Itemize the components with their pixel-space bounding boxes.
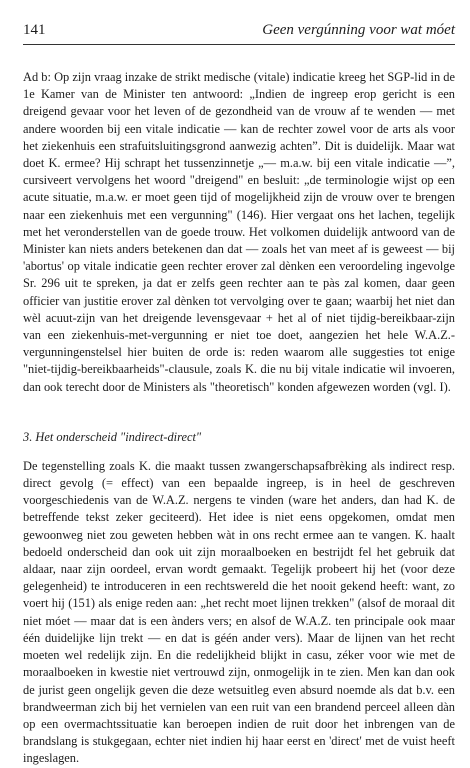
body-paragraph-ad-b: Ad b: Op zijn vraag inzake de strikt medische (vitale) indicatie kreeg het SGP-lid in de 1e Kamer van de Minister ten antwoord: „Indien de ingreep erop gericht is een dreigend gevaar voor het leven of de gezondheid van de vrouw af te wenden — met andere woorden bij een vitale indicatie — kan de rechter zowel voor de arts als voor het ziekenhuis een strafuitsluitingsgrond aanwezig achten”. Dit is duidelijk. Maar wat doet K. ermee? Hij schrapt het tussenzinnetje „— m.a.w. bij een vitale indicatie —”, cursiveert vervolgens het woord "dreigend" en besluit: „de terminologie wijst op een acute situatie, m.a.w. er moet geen tijd of mogelijkheid zijn de vrouw over te brengen naar een ziekenhuis met een vergunning" (146). Hier vergaat ons het lachen, tegelijk met het veronderstellen van de goede trouw. Het volkomen duidelijk antwoord van de Minister kan niets anders betekenen dan dat — zoals het van meet af is geweest — bij 'abortus' op vitale indicatie geen rechter erover zal dènken een veroordeling ingevolge Sr. 296 uit te spreken, ja dat er zelfs geen rechter aan te pàs zal komen, daar geen officier van justitie erover zal dènken tot vervolging over te gaan; waarbij het niet dan wèl acuut-zijn van het dreigende levensgevaar + het al of niet tijdig-bereikbaar-zijn van een ziekenhuis-met-vergunning er niet toe doet, aangezien het hele W.A.Z.-vergunningenstelsel hier buiten de orde is: reden waarom alle suggesties tot enige "niet-tijdig-bereikbaarheids"-clausule, zoals K. die nu bij vitale indicatie wil invoeren, dan ook terecht door de Ministers als "theoretisch" konden afgewezen worden (vgl. I). bbox=[23, 70, 455, 394]
section-heading: 3. Het onderscheid "indirect-direct" bbox=[23, 429, 202, 444]
body-paragraph-indirect-direct: De tegenstelling zoals K. die maakt tussen zwangerschapsafbrèking als indirect resp. direct gevolg (= effect) van een bepaalde ingreep, is in heel de geschreven voorgeschiedenis van de W.A.Z. nergens te vinden (ware het anders, dan had K. de betreffende tekst zeker geciteerd). Het idee is niet eens opgekomen, omdat men gewoonweg niet zou geweten hebben wàt in ons recht ermee aan te vangen. K. haalt bedoeld onderscheid dan ook uit zijn moraalboeken en bestrijdt fel het gebruik dat aldaar, naar zijn oordeel, ervan wordt gemaakt. Tegelijk probeert hij het (voor deze gelegenheid) te introduceren in een rechtswereld die het nooit gekend heeft: want, zo voert hij (151) als enige reden aan: „het recht moet lijnen trekken" (alsof de moraal dit niet móet — maar dat is een ànders vers; en alsof de W.A.Z. ten principale ook maar één duidelijke lijn trekt — en dat is géén ander vers). Maar de lijnen van het recht moeten wel redelijk zijn. En die redelijkheid blijkt in casu, zéker voor wie met de moraalboeken in kwestie niet vertrouwd zijn, onmogelijk in te zien. Men kan dan ook de jurist geen ongelijk geven die deze wetsuitleg even absurd noemde als dat b.v. een brandweerman zich bij het vernielen van een ruit van een brandend perceel alleen dàn op een overmachtssituatie kan beroepen indien de ruit door het inbrengen van de brandslang is stukgegaan, echter niet indien hij haar eerst en 'direct' met de vuist heeft ingeslagen. bbox=[23, 458, 455, 766]
running-header bbox=[23, 22, 455, 45]
page-number: 141 bbox=[23, 22, 46, 38]
running-title: Geen vergúnning voor wat móet bbox=[262, 22, 455, 38]
